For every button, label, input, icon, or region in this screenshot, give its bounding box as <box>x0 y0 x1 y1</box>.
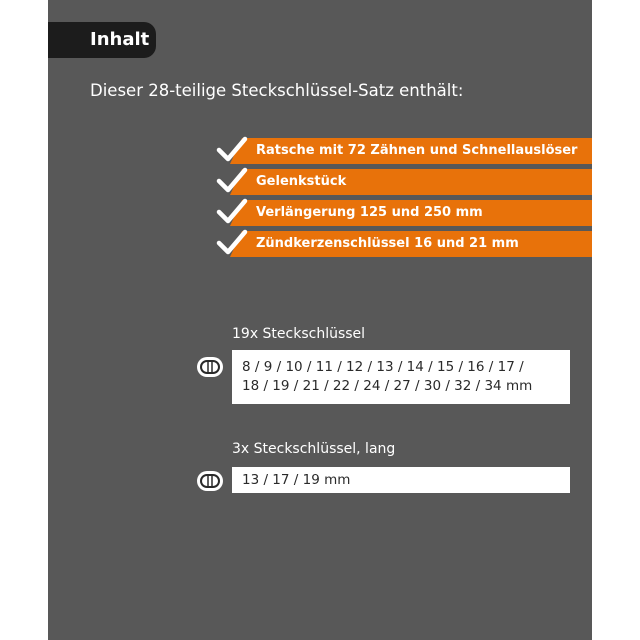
checkmark-icon <box>216 167 248 195</box>
socket-group-label: 19x Steckschlüssel <box>232 326 366 342</box>
checkmark-icon <box>216 229 248 257</box>
feature-text: Ratsche mit 72 Zähnen und Schnellauslöser <box>256 143 578 158</box>
socket-size-box <box>232 350 570 404</box>
feature-item <box>220 200 592 226</box>
checkmark-icon <box>216 198 248 226</box>
socket-sizes-line: 18 / 19 / 21 / 22 / 24 / 27 / 30 / 32 / 34 mm <box>242 378 533 394</box>
section-tab: Inhalt <box>48 22 156 58</box>
long-socket-sizes-line: 13 / 17 / 19 mm <box>242 472 351 488</box>
feature-item <box>220 231 592 257</box>
feature-text: Gelenkstück <box>256 174 347 189</box>
socket-sizes-line: 8 / 9 / 10 / 11 / 12 / 13 / 14 / 15 / 16 / 17 / <box>242 359 524 375</box>
intro-text: Dieser 28-teilige Steckschlüssel-Satz enthält: <box>90 81 464 100</box>
long-socket-size-box <box>232 467 570 493</box>
long-socket-group-label: 3x Steckschlüssel, lang <box>232 441 396 457</box>
feature-text: Zündkerzenschlüssel 16 und 21 mm <box>256 236 519 251</box>
socket-icon <box>196 356 224 378</box>
checkmark-icon <box>216 136 248 164</box>
content-panel <box>48 0 592 640</box>
feature-item <box>220 169 592 195</box>
feature-item <box>220 138 592 164</box>
feature-text: Verlängerung 125 und 250 mm <box>256 205 483 220</box>
feature-list <box>220 138 592 262</box>
socket-icon <box>196 470 224 492</box>
